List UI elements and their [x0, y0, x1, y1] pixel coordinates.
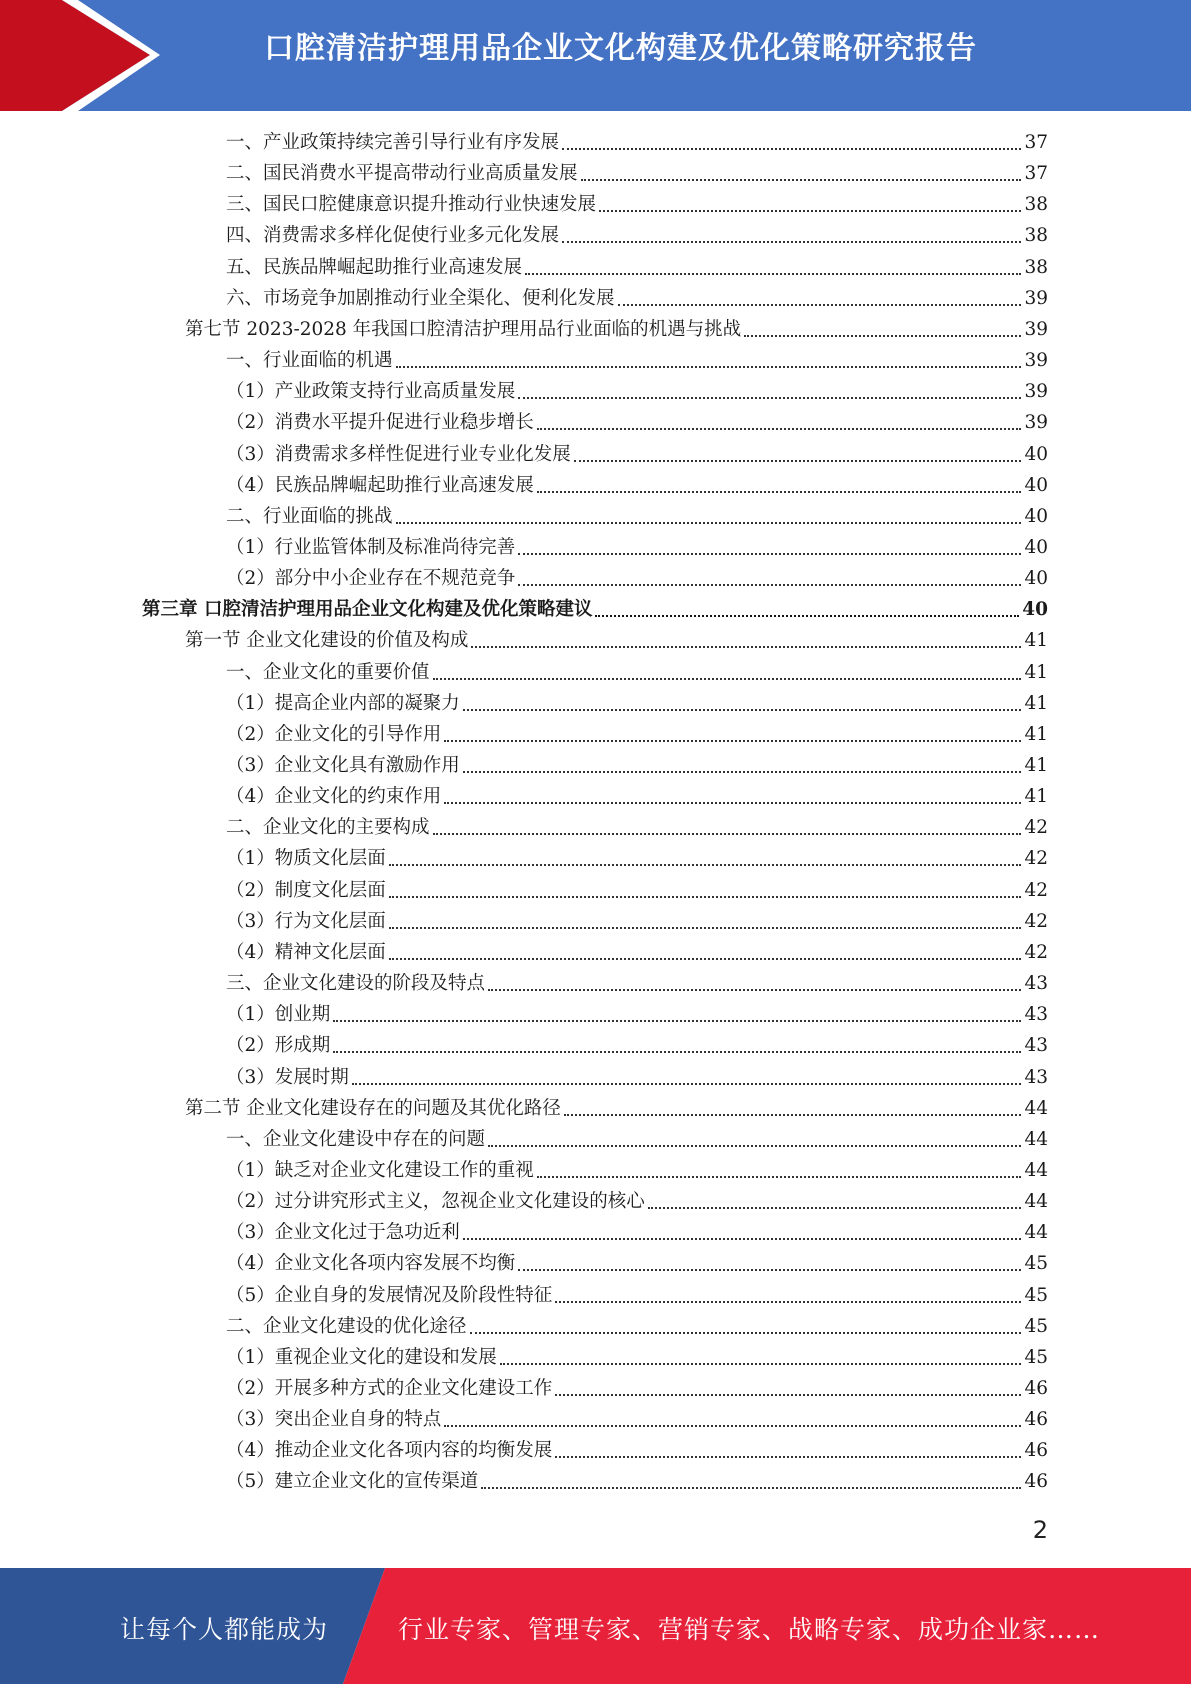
toc-entry-title: 一、企业文化建设中存在的问题	[226, 1128, 486, 1150]
toc-entry-title: 六、市场竞争加剧推动行业全渠化、便利化发展	[226, 287, 615, 309]
toc-entry[interactable]	[185, 314, 1048, 345]
toc-entry[interactable]	[226, 875, 1048, 906]
toc-entry-title: 一、行业面临的机遇	[226, 350, 393, 372]
toc-dot-leader	[618, 303, 1022, 306]
toc-dot-leader	[555, 1455, 1021, 1458]
toc-entry-page: 41	[1024, 755, 1048, 776]
toc-entry-title: （3）消费需求多样性促进行业专业化发展	[226, 443, 571, 465]
toc-entry-title: （4）精神文化层面	[226, 941, 386, 963]
toc-entry[interactable]	[226, 937, 1048, 968]
toc-entry[interactable]	[226, 1124, 1048, 1155]
toc-entry-title: （3）企业文化具有激励作用	[226, 755, 460, 776]
toc-entry-title: 四、消费需求多样化促使行业多元化发展	[226, 225, 560, 247]
toc-dot-leader	[581, 178, 1022, 181]
toc-entry-title: （2）开展多种方式的企业文化建设工作	[226, 1378, 553, 1399]
toc-entry-page: 44	[1024, 1159, 1048, 1181]
toc-entry-title: （1）提高企业内部的凝聚力	[226, 692, 460, 714]
toc-dot-leader	[562, 240, 1021, 243]
toc-entry-title: （5）建立企业文化的宣传渠道	[226, 1471, 479, 1493]
toc-dot-leader	[396, 365, 1022, 368]
toc-entry-page: 45	[1024, 1346, 1048, 1368]
toc-entry[interactable]	[226, 843, 1048, 874]
toc-entry[interactable]	[226, 1435, 1048, 1466]
toc-entry-page: 39	[1024, 318, 1048, 340]
toc-entry-title: （1）缺乏对企业文化建设工作的重视	[226, 1159, 534, 1181]
toc-entry-title: 第一节 企业文化建设的价值及构成	[185, 630, 469, 652]
toc-dot-leader	[500, 1362, 1022, 1365]
toc-entry[interactable]	[226, 1155, 1048, 1186]
toc-entry[interactable]	[185, 625, 1048, 656]
toc-entry-page: 42	[1024, 848, 1048, 870]
toc-entry[interactable]	[226, 1466, 1048, 1497]
toc-entry-page: 42	[1024, 879, 1048, 901]
toc-dot-leader	[433, 677, 1022, 680]
toc-entry-title: （2）制度文化层面	[226, 879, 386, 901]
page-header	[0, 0, 1191, 111]
toc-entry[interactable]	[226, 906, 1048, 937]
toc-entry-title: 二、企业文化建设的优化途径	[226, 1315, 467, 1337]
toc-dot-leader	[595, 614, 1019, 617]
toc-entry[interactable]	[226, 1062, 1048, 1093]
toc-dot-leader	[518, 396, 1021, 399]
toc-entry[interactable]	[185, 1093, 1048, 1124]
toc-dot-leader	[389, 926, 1022, 929]
toc-entry[interactable]	[226, 376, 1048, 407]
toc-dot-leader	[470, 1331, 1022, 1334]
toc-entry-page: 41	[1024, 692, 1048, 714]
toc-entry-page: 41	[1024, 786, 1048, 808]
toc-dot-leader	[389, 957, 1022, 960]
toc-entry-title: （1）创业期	[226, 1004, 331, 1026]
toc-dot-leader	[744, 334, 1021, 337]
toc-dot-leader	[389, 863, 1022, 866]
toc-entry[interactable]	[226, 657, 1048, 688]
toc-entry[interactable]	[226, 439, 1048, 470]
toc-entry-title: （5）企业自身的发展情况及阶段性特征	[226, 1284, 553, 1306]
toc-entry-title: （2）过分讲究形式主义，忽视企业文化建设的核心	[226, 1191, 645, 1213]
toc-dot-leader	[525, 272, 1021, 275]
toc-entry[interactable]	[142, 594, 1048, 625]
toc-entry-page: 40	[1022, 599, 1048, 621]
toc-entry-title: （3）行为文化层面	[226, 910, 386, 932]
toc-entry[interactable]	[226, 1373, 1048, 1404]
toc-entry-title: （1）物质文化层面	[226, 848, 386, 870]
toc-entry-title: （2）企业文化的引导作用	[226, 723, 442, 745]
toc-entry[interactable]	[226, 1404, 1048, 1435]
toc-entry[interactable]	[226, 532, 1048, 563]
toc-entry[interactable]	[226, 750, 1048, 781]
toc-dot-leader	[574, 459, 1022, 462]
toc-entry-title: （2）消费水平提升促进行业稳步增长	[226, 412, 534, 434]
toc-dot-leader	[333, 1050, 1021, 1053]
toc-entry[interactable]	[226, 1186, 1048, 1217]
toc-dot-leader	[555, 1393, 1021, 1396]
toc-entry[interactable]	[226, 563, 1048, 594]
toc-entry-page: 46	[1024, 1378, 1048, 1399]
toc-entry[interactable]	[226, 407, 1048, 438]
toc-entry-page: 43	[1024, 1035, 1048, 1057]
toc-entry-title: （2）部分中小企业存在不规范竞争	[226, 568, 516, 590]
toc-dot-leader	[463, 770, 1022, 773]
toc-entry-title: （1）产业政策支持行业高质量发展	[226, 381, 516, 403]
toc-dot-leader	[396, 521, 1022, 524]
toc-entry[interactable]	[226, 1217, 1048, 1248]
toc-entry-page: 41	[1024, 661, 1048, 683]
toc-entry-page: 42	[1024, 910, 1048, 932]
toc-entry[interactable]	[226, 189, 1048, 220]
report-title: 口腔清洁护理用品企业文化构建及优化策略研究报告	[264, 31, 977, 66]
toc-entry-title: 一、企业文化的重要价值	[226, 661, 430, 683]
toc-entry-page: 43	[1024, 1066, 1048, 1088]
toc-dot-leader	[564, 1113, 1022, 1116]
toc-entry[interactable]	[226, 252, 1048, 283]
toc-dot-leader	[555, 1300, 1021, 1303]
toc-entry-title: 五、民族品牌崛起助推行业高速发展	[226, 256, 523, 278]
toc-dot-leader	[471, 645, 1021, 648]
footer-slogan-left: 让每个人都能成为	[120, 1615, 329, 1644]
toc-entry[interactable]	[226, 345, 1048, 376]
toc-dot-leader	[518, 1268, 1021, 1271]
toc-dot-leader	[433, 832, 1022, 835]
toc-dot-leader	[488, 1144, 1021, 1147]
toc-entry-page: 40	[1024, 505, 1048, 527]
toc-entry-page: 44	[1024, 1222, 1048, 1244]
toc-entry[interactable]	[226, 688, 1048, 719]
toc-dot-leader	[481, 1486, 1021, 1489]
toc-entry[interactable]	[226, 501, 1048, 532]
toc-entry-page: 40	[1024, 443, 1048, 465]
toc-dot-leader	[389, 895, 1022, 898]
toc-entry-page: 39	[1024, 287, 1048, 309]
toc-entry-page: 40	[1024, 568, 1048, 590]
toc-entry-page: 41	[1024, 630, 1048, 652]
toc-entry-page: 46	[1024, 1440, 1048, 1462]
toc-entry-title: （4）民族品牌崛起助推行业高速发展	[226, 474, 534, 496]
toc-entry-title: 第七节 2023-2028 年我国口腔清洁护理用品行业面临的机遇与挑战	[185, 318, 742, 340]
toc-entry[interactable]	[226, 283, 1048, 314]
toc-dot-leader	[444, 1424, 1021, 1427]
toc-entry-title: （1）重视企业文化的建设和发展	[226, 1346, 497, 1368]
toc-dot-leader	[463, 708, 1022, 711]
toc-entry[interactable]	[226, 1248, 1048, 1279]
toc-entry-page: 43	[1024, 973, 1048, 995]
toc-entry-title: （1）行业监管体制及标准尚待完善	[226, 536, 516, 558]
toc-entry-page: 45	[1024, 1284, 1048, 1306]
toc-entry-title: （3）突出企业自身的特点	[226, 1409, 442, 1431]
toc-dot-leader	[537, 1175, 1022, 1178]
toc-entry-page: 46	[1024, 1409, 1048, 1431]
toc-entry[interactable]	[226, 812, 1048, 843]
toc-entry-title: 第三章 口腔清洁护理用品企业文化构建及优化策略建议	[142, 599, 593, 621]
toc-entry[interactable]	[226, 1280, 1048, 1311]
toc-entry-page: 44	[1024, 1191, 1048, 1213]
toc-entry-page: 37	[1024, 163, 1048, 185]
toc-entry-page: 40	[1024, 474, 1048, 496]
toc-entry[interactable]	[226, 999, 1048, 1030]
toc-entry-title: （4）推动企业文化各项内容的均衡发展	[226, 1440, 553, 1462]
toc-entry-page: 38	[1024, 194, 1048, 216]
toc-entry-title: 第二节 企业文化建设存在的问题及其优化路径	[185, 1097, 561, 1119]
toc-entry-page: 39	[1024, 381, 1048, 403]
toc-entry-title: （4）企业文化的约束作用	[226, 786, 442, 808]
toc-entry-title: 三、企业文化建设的阶段及特点	[226, 973, 486, 995]
toc-entry-page: 39	[1024, 350, 1048, 372]
toc-entry[interactable]	[226, 968, 1048, 999]
toc-entry-page: 46	[1024, 1471, 1048, 1493]
toc-entry-page: 38	[1024, 225, 1048, 247]
toc-dot-leader	[444, 801, 1021, 804]
toc-entry[interactable]	[226, 220, 1048, 251]
footer-slogan-right: 行业专家、管理专家、营销专家、战略专家、成功企业家……	[398, 1615, 1101, 1644]
toc-entry[interactable]	[226, 1030, 1048, 1061]
toc-dot-leader	[352, 1082, 1022, 1085]
toc-entry[interactable]	[226, 158, 1048, 189]
toc-entry-page: 42	[1024, 941, 1048, 963]
toc-dot-leader	[518, 552, 1021, 555]
toc-entry[interactable]	[226, 719, 1048, 750]
toc-entry-page: 45	[1024, 1253, 1048, 1275]
toc-entry-page: 39	[1024, 412, 1048, 434]
toc-entry-page: 41	[1024, 723, 1048, 745]
toc-dot-leader	[463, 1237, 1022, 1240]
toc-entry-title: 二、企业文化的主要构成	[226, 817, 430, 839]
toc-entry-page: 42	[1024, 817, 1048, 839]
toc-dot-leader	[333, 1019, 1021, 1022]
toc-dot-leader	[537, 427, 1022, 430]
toc-entry-title: （2）形成期	[226, 1035, 331, 1057]
toc-entry[interactable]	[226, 1311, 1048, 1342]
page-number: 2	[1032, 1516, 1048, 1544]
toc-entry-title: 二、国民消费水平提高带动行业高质量发展	[226, 163, 578, 185]
toc-entry-page: 38	[1024, 256, 1048, 278]
toc-dot-leader	[488, 988, 1021, 991]
toc-entry-title: 二、行业面临的挑战	[226, 505, 393, 527]
toc-entry[interactable]	[226, 470, 1048, 501]
toc-entry[interactable]	[226, 127, 1048, 158]
toc-dot-leader	[562, 147, 1021, 150]
toc-entry-title: （3）发展时期	[226, 1066, 349, 1088]
toc-entry-title: 一、产业政策持续完善引导行业有序发展	[226, 132, 560, 153]
toc-entry[interactable]	[226, 1342, 1048, 1373]
toc-entry-page: 45	[1024, 1315, 1048, 1337]
toc-dot-leader	[648, 1206, 1022, 1209]
toc-entry-title: （4）企业文化各项内容发展不均衡	[226, 1253, 516, 1275]
toc-dot-leader	[599, 209, 1021, 212]
page-footer	[0, 1568, 1191, 1684]
toc-entry-page: 40	[1024, 536, 1048, 558]
toc-dot-leader	[444, 739, 1021, 742]
toc-entry-page: 44	[1024, 1097, 1048, 1119]
toc-entry-title: 三、国民口腔健康意识提升推动行业快速发展	[226, 194, 597, 216]
toc-dot-leader	[537, 490, 1022, 493]
toc-entry-page: 44	[1024, 1128, 1048, 1150]
toc-entry-page: 37	[1024, 132, 1048, 153]
toc-entry-page: 43	[1024, 1004, 1048, 1026]
toc-dot-leader	[518, 583, 1021, 586]
toc-entry-title: （3）企业文化过于急功近利	[226, 1222, 460, 1244]
toc-entry[interactable]	[226, 781, 1048, 812]
